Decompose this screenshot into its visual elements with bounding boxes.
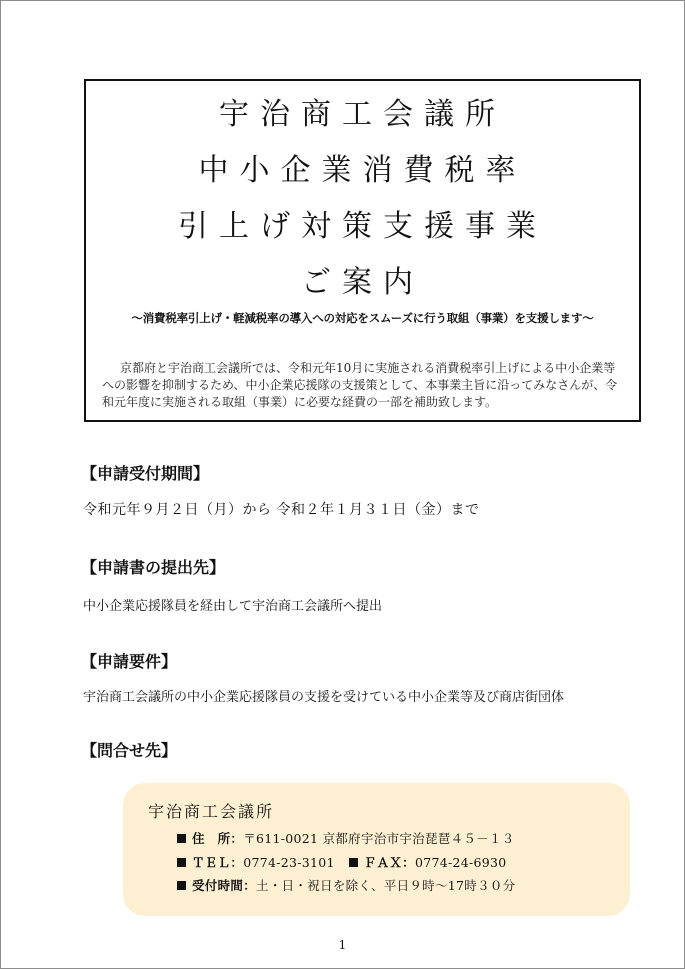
contact-phone-line (177, 853, 507, 871)
square-bullet-icon (177, 858, 186, 867)
title-program-line1: 中小企業消費税率 (198, 153, 527, 188)
title-box (84, 79, 641, 422)
title-guide: ご案内 (301, 265, 424, 300)
heading-application-period: 【申請受付期間】 (81, 464, 210, 483)
square-bullet-icon (177, 881, 186, 890)
contact-box (123, 783, 630, 916)
title-organization: 宇治商工会議所 (219, 97, 506, 132)
contact-organization-name: 宇治商工会議所 (148, 802, 275, 821)
heading-application-requirements: 【申請要件】 (81, 652, 178, 671)
tel-value: 0774-23-3101 (243, 855, 335, 870)
fax-label: ＦＡＸ： (363, 855, 415, 870)
application-requirements-text: 宇治商工会議所の中小企業応援隊員の支援を受けている中小企業等及び商店街団体 (83, 690, 565, 705)
hours-value: 土・日・祝日を除く、平日９時～17時３０分 (256, 878, 516, 893)
square-bullet-icon (349, 858, 358, 867)
contact-address-line (177, 829, 515, 847)
subtitle: ～消費税率引上げ・軽減税率の導入への対応をスムーズに行う取組（事業）を支援します～ (131, 311, 594, 325)
submission-destination-text: 中小企業応援隊員を経由して宇治商工会議所へ提出 (83, 599, 383, 614)
heading-submission-destination: 【申請書の提出先】 (81, 558, 226, 577)
tel-label: ＴＥＬ： (192, 855, 244, 870)
heading-contact: 【問合せ先】 (81, 741, 178, 760)
fax-value: 0774-24-6930 (414, 855, 507, 870)
title-program-line2: 引上げ対策支援事業 (178, 209, 547, 244)
application-period-text: 令和元年９月２日（月）から 令和２年１月３１日（金）まで (83, 502, 480, 518)
intro-paragraph: 京都府と宇治商工会議所では、令和元年10月に実施される消費税率引上げによる中小企業等への影響を抑制するため、中小企業応援隊の支援策として、本事業主旨に沿ってみなさんが、令和元年度に実施される取組（事業）に必要な経費の一部を補助致します。 (102, 361, 618, 409)
contact-hours-line (177, 876, 515, 894)
square-bullet-icon (177, 834, 186, 843)
hours-label: 受付時間： (192, 878, 257, 893)
address-label: 住 所： (192, 831, 244, 846)
address-value: 〒611-0021 京都府宇治市宇治琵琶４５－１３ (243, 831, 515, 846)
page-number: 1 (338, 938, 347, 952)
